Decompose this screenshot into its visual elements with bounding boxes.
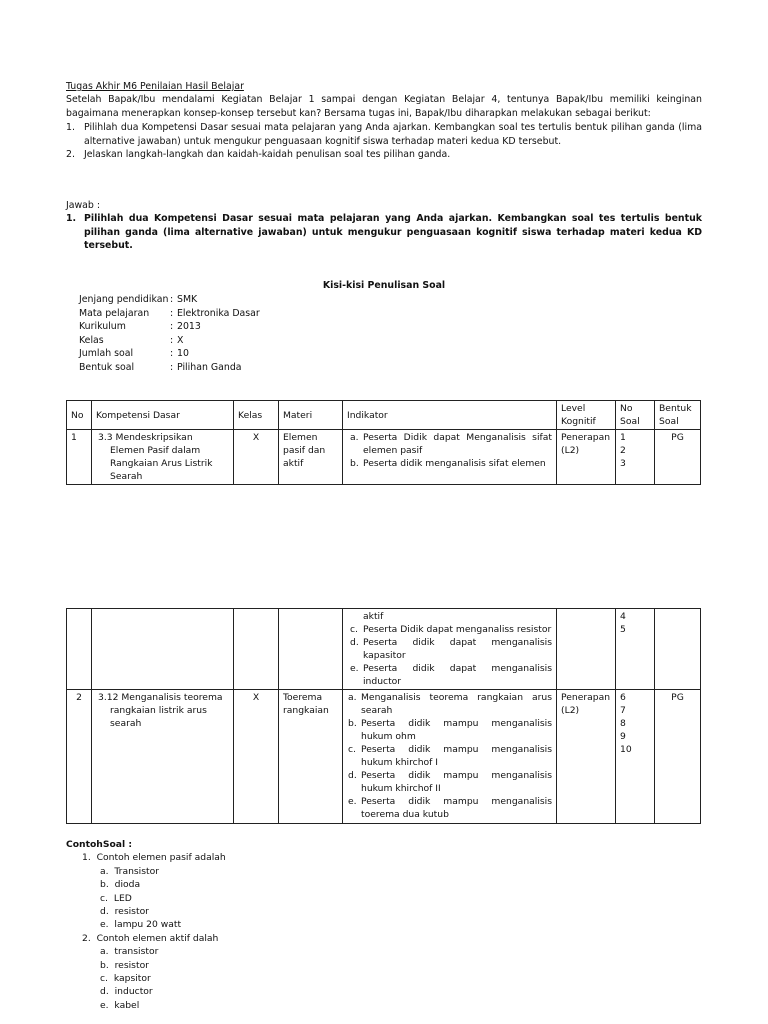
indicator-item: a. Menganalisis teorema rangkaian arus searah xyxy=(348,692,552,716)
indicator-item: b. Peserta didik menganalisis sifat elemen xyxy=(350,458,546,469)
indicator-item: c. Peserta didik mampu menganalisis hukum khirchof I xyxy=(348,744,552,768)
option: a. transistor xyxy=(100,946,159,958)
kisi-table-part-1 xyxy=(66,400,701,485)
sample-questions-title: ContohSoal : xyxy=(66,839,132,850)
header-kelas: Kelas xyxy=(234,401,279,430)
table-row xyxy=(67,690,701,824)
table-row-continued xyxy=(67,609,701,690)
kisi-table-part-2 xyxy=(66,608,701,824)
cell-indikator xyxy=(343,690,557,824)
cell-kd: 3.3 Mendeskripsikan Elemen Pasif dalam Rangkaian Arus Listrik Searah xyxy=(92,430,234,485)
option: a. Transistor xyxy=(100,865,160,877)
question-2: 2. Contoh elemen aktif dalah xyxy=(82,932,219,944)
cell-kelas: X xyxy=(234,690,279,824)
header-materi: Materi xyxy=(279,401,343,430)
cell-kd: 3.12 Menganalisis teorema rangkaian listrik arus searah xyxy=(92,690,234,824)
header-kd: Kompetensi Dasar xyxy=(92,401,234,430)
header-level: Level Kognitif xyxy=(557,401,616,430)
option: d. inductor xyxy=(100,986,153,998)
cell-level: Penerapan (L2) xyxy=(557,430,616,485)
indicator-item: aktif xyxy=(363,611,384,622)
indicator-item: d. Peserta didik dapat menganalisis kapasitor xyxy=(350,637,552,661)
indicator-item: a. Peserta Didik dapat Menganalisis sifat elemen pasif xyxy=(350,432,552,456)
document-page: Tugas Akhir M6 Penilaian Hasil Belajar Setelah Bapak/Ibu mendalami Kegiatan Belajar 1 sampai dengan Kegiatan Belajar 4, tentunya Bapak/Ibu memiliki keinginan bagaimana menerapkan konsep-konsep tersebut kan? Bersama tugas ini, Bapak/Ibu diharapkan melakukan sebagai berikut: 1. Pilihlah dua Kompetensi Dasar sesuai mata pelajaran yang Anda ajarkan. Kembangkan soal tes tertulis bentuk pilihan ganda (lima alternative jawaban) untuk mengukur penguasaan kognitif siswa terhadap materi kedua KD tersebut. 2. Jelaskan langkah-langkah dan kaidah-kaidah penulisan soal tes pilihan ganda. Jawab : 1. Pilihlah dua Kompetensi Dasar sesuai mata pelajaran yang Anda ajarkan. Kembangkan soal tes tertulis bentuk pilihan ganda (lima alternative jawaban) untuk mengukur penguasaan kognitif siswa terhadap materi kedua KD tersebut. Kisi-kisi Penulisan Soal Jenjang pendidikan : SMK Mata pelajaran : Elektronika Dasar Kurikulum : 2013 Kelas : X Jumlah soal : 10 Bentuk soal : Pilihan Ganda No Kompetensi Dasar Kelas Materi Indikator Level Kognitif No Soal Bentuk Soal 1 3.3 Mendeskripsikan Elemen Pasif dalam Rangkaian Arus Listrik Searah X Elemen pasif dan aktif a. Peserta Didik dapat Menganalisis sifat elemen pasif b. Peserta didik menganalisis sifat elemen Penerapan (L2) 1 2 3 PG aktif c. Peserta Didik dapat menganaliss resistor d. Peserta didik dapat menganalisis kapasitor e. Peserta didik dapat menganalisis inductor 4 5 2 3.12 Menganalisis teorema rangkaian listrik arus searah X Toerema rangkaian a. Menganalisis teorema rangkaian arus searah b. Peserta didik mampu menganalisis hukum ohm c. Peserta didik mampu menganalisis hukum khirchof I d. Peserta didik mampu menganalisis hukum khirchof II e. Peserta didik mampu menganalisis toerema dua kutub Penerapan (L2) 6 7 8 9 10 PG ContohSoal : 1. Contoh elemen pasif adalah a. Transistor b. dioda c. LED d. resistor e. lampu 20 watt 2. Contoh elemen aktif dalah a. transistor b. resistor c. kapsitor d. inductor e. kabel xyxy=(0,0,768,1024)
cell-materi: Elemen pasif dan aktif xyxy=(279,430,343,485)
cell-indikator xyxy=(343,430,557,485)
cell-no: 1 xyxy=(67,430,92,485)
cell-bentuk: PG xyxy=(655,430,701,485)
option: e. lampu 20 watt xyxy=(100,919,182,931)
cell-nosoal: 4 5 xyxy=(616,609,655,690)
cell-no: 2 xyxy=(67,690,92,824)
option: c. LED xyxy=(100,892,132,904)
cell-kelas: X xyxy=(234,430,279,485)
option: e. kabel xyxy=(100,999,140,1011)
indicator-item: c. Peserta Didik dapat menganaliss resistor xyxy=(350,624,552,635)
option: b. resistor xyxy=(100,959,149,971)
task-list xyxy=(66,121,702,162)
cell-bentuk: PG xyxy=(655,690,701,824)
table-header-row xyxy=(67,401,701,430)
table-row xyxy=(67,430,701,485)
cell-level: Penerapan (L2) xyxy=(557,690,616,824)
header-nosoal: No Soal xyxy=(616,401,655,430)
cell-nosoal: 1 2 3 xyxy=(616,430,655,485)
indicator-item: e. Peserta didik mampu menganalisis toerema dua kutub xyxy=(348,796,552,820)
cell-nosoal: 6 7 8 9 10 xyxy=(616,690,655,824)
intro-paragraph: Setelah Bapak/Ibu mendalami Kegiatan Belajar 1 sampai dengan Kegiatan Belajar 4, tentunya Bapak/Ibu memiliki keinginan bagaimana menerapkan konsep-konsep tersebut kan? Bersama tugas ini, Bapak/Ibu diharapkan melakukan sebagai berikut: xyxy=(66,94,702,119)
task-item: 1. Pilihlah dua Kompetensi Dasar sesuai mata pelajaran yang Anda ajarkan. Kembangkan soal tes tertulis bentuk pilihan ganda (lima alternative jawaban) untuk mengukur penguasaan kognitif siswa terhadap materi kedua KD tersebut. xyxy=(66,122,702,147)
option: c. kapsitor xyxy=(100,973,151,985)
header-no: No xyxy=(67,401,92,430)
question-1: 1. Contoh elemen pasif adalah xyxy=(82,852,226,864)
answer-label: Jawab : xyxy=(66,200,101,211)
option: d. resistor xyxy=(100,906,149,918)
indicator-item: e. Peserta didik dapat menganalisis inductor xyxy=(350,663,552,687)
header-bentuk: Bentuk Soal xyxy=(655,401,701,430)
indicator-item: d. Peserta didik mampu menganalisis hukum khirchof II xyxy=(348,770,552,794)
task-item: 2. Jelaskan langkah-langkah dan kaidah-kaidah penulisan soal tes pilihan ganda. xyxy=(66,149,451,160)
answer-list xyxy=(66,212,702,253)
header-indikator: Indikator xyxy=(343,401,557,430)
indicator-item: b. Peserta didik mampu menganalisis hukum ohm xyxy=(348,718,552,742)
sample-questions xyxy=(66,838,226,1012)
answer-item: 1. Pilihlah dua Kompetensi Dasar sesuai mata pelajaran yang Anda ajarkan. Kembangkan soal tes tertulis bentuk pilihan ganda (lima alternative jawaban) untuk mengukur penguasaan kognitif siswa terhadap materi kedua KD tersebut. xyxy=(66,213,702,251)
document-title: Tugas Akhir M6 Penilaian Hasil Belajar xyxy=(66,81,244,92)
option: b. dioda xyxy=(100,879,141,891)
cell-materi: Toerema rangkaian xyxy=(279,690,343,824)
cell-indikator xyxy=(343,609,557,690)
kisi-title: Kisi-kisi Penulisan Soal xyxy=(322,280,446,291)
